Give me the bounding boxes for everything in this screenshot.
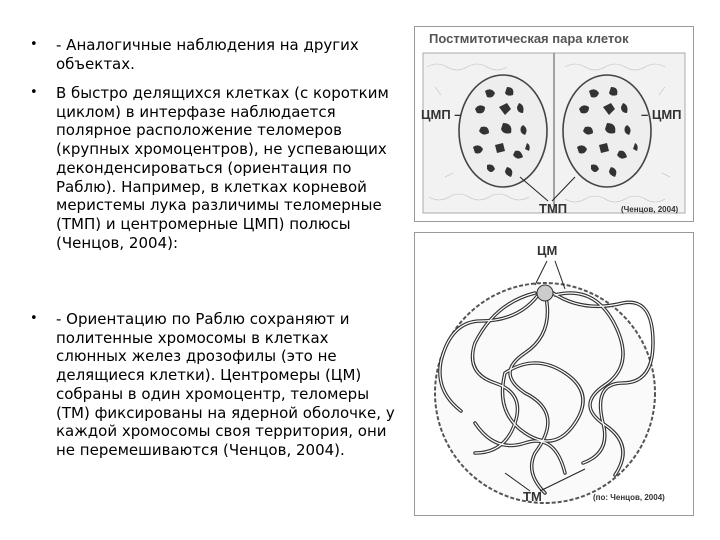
figure-title: Постмитотическая пара клеток bbox=[429, 31, 629, 46]
label-tmp: ТМП bbox=[539, 201, 568, 216]
bullet-item-2 bbox=[30, 84, 392, 294]
figure-credit: (по: Ченцов, 2004) bbox=[593, 493, 665, 502]
bullet-text-3: - Ориентацию по Раблю сохраняют и политенные хромосомы в клетках слюнных желез дрозофилы (это не делящиеся клетки). Центромеры (ЦМ) собраны в один хромоцентр, теломеры (ТМ) фиксированы на ядерной оболочке, у каждой хромосомы своя территория, они не перемешиваются (Ченцов, 2004). bbox=[56, 310, 395, 459]
bullet-item-3 bbox=[30, 310, 395, 505]
bullet-item-1 bbox=[30, 36, 392, 76]
label-tm: ТМ bbox=[523, 489, 542, 504]
bullet-dot: • bbox=[30, 85, 38, 100]
figure-polytene-nucleus bbox=[414, 232, 694, 516]
bullet-dot: • bbox=[30, 37, 38, 52]
bullet-text-2: В быстро делящихся клетках (с коротким циклом) в интерфазе наблюдается полярное расположение теломеров (крупных хромоцентров), не успевающих деконденсироваться (ориентация по Раблю). Например, в клетках корневой меристемы лука различимы теломерные (ТМП) и центромерные ЦМП) полюсы (Ченцов, 2004): bbox=[56, 84, 389, 252]
bullet-dot: • bbox=[30, 311, 38, 326]
label-cmp-right: – ЦМП bbox=[641, 107, 682, 122]
cell-pair-illustration bbox=[415, 27, 693, 221]
bullet-text-1: - Аналогичные наблюдения на других объектах. bbox=[56, 36, 359, 73]
figure-postmitotic-cell-pair bbox=[414, 26, 694, 222]
figure-credit: (Ченцов, 2004) bbox=[621, 205, 679, 214]
label-cmp-left: ЦМП – bbox=[421, 107, 462, 122]
label-cm: ЦМ bbox=[537, 243, 558, 258]
polytene-nucleus-illustration bbox=[415, 233, 693, 515]
